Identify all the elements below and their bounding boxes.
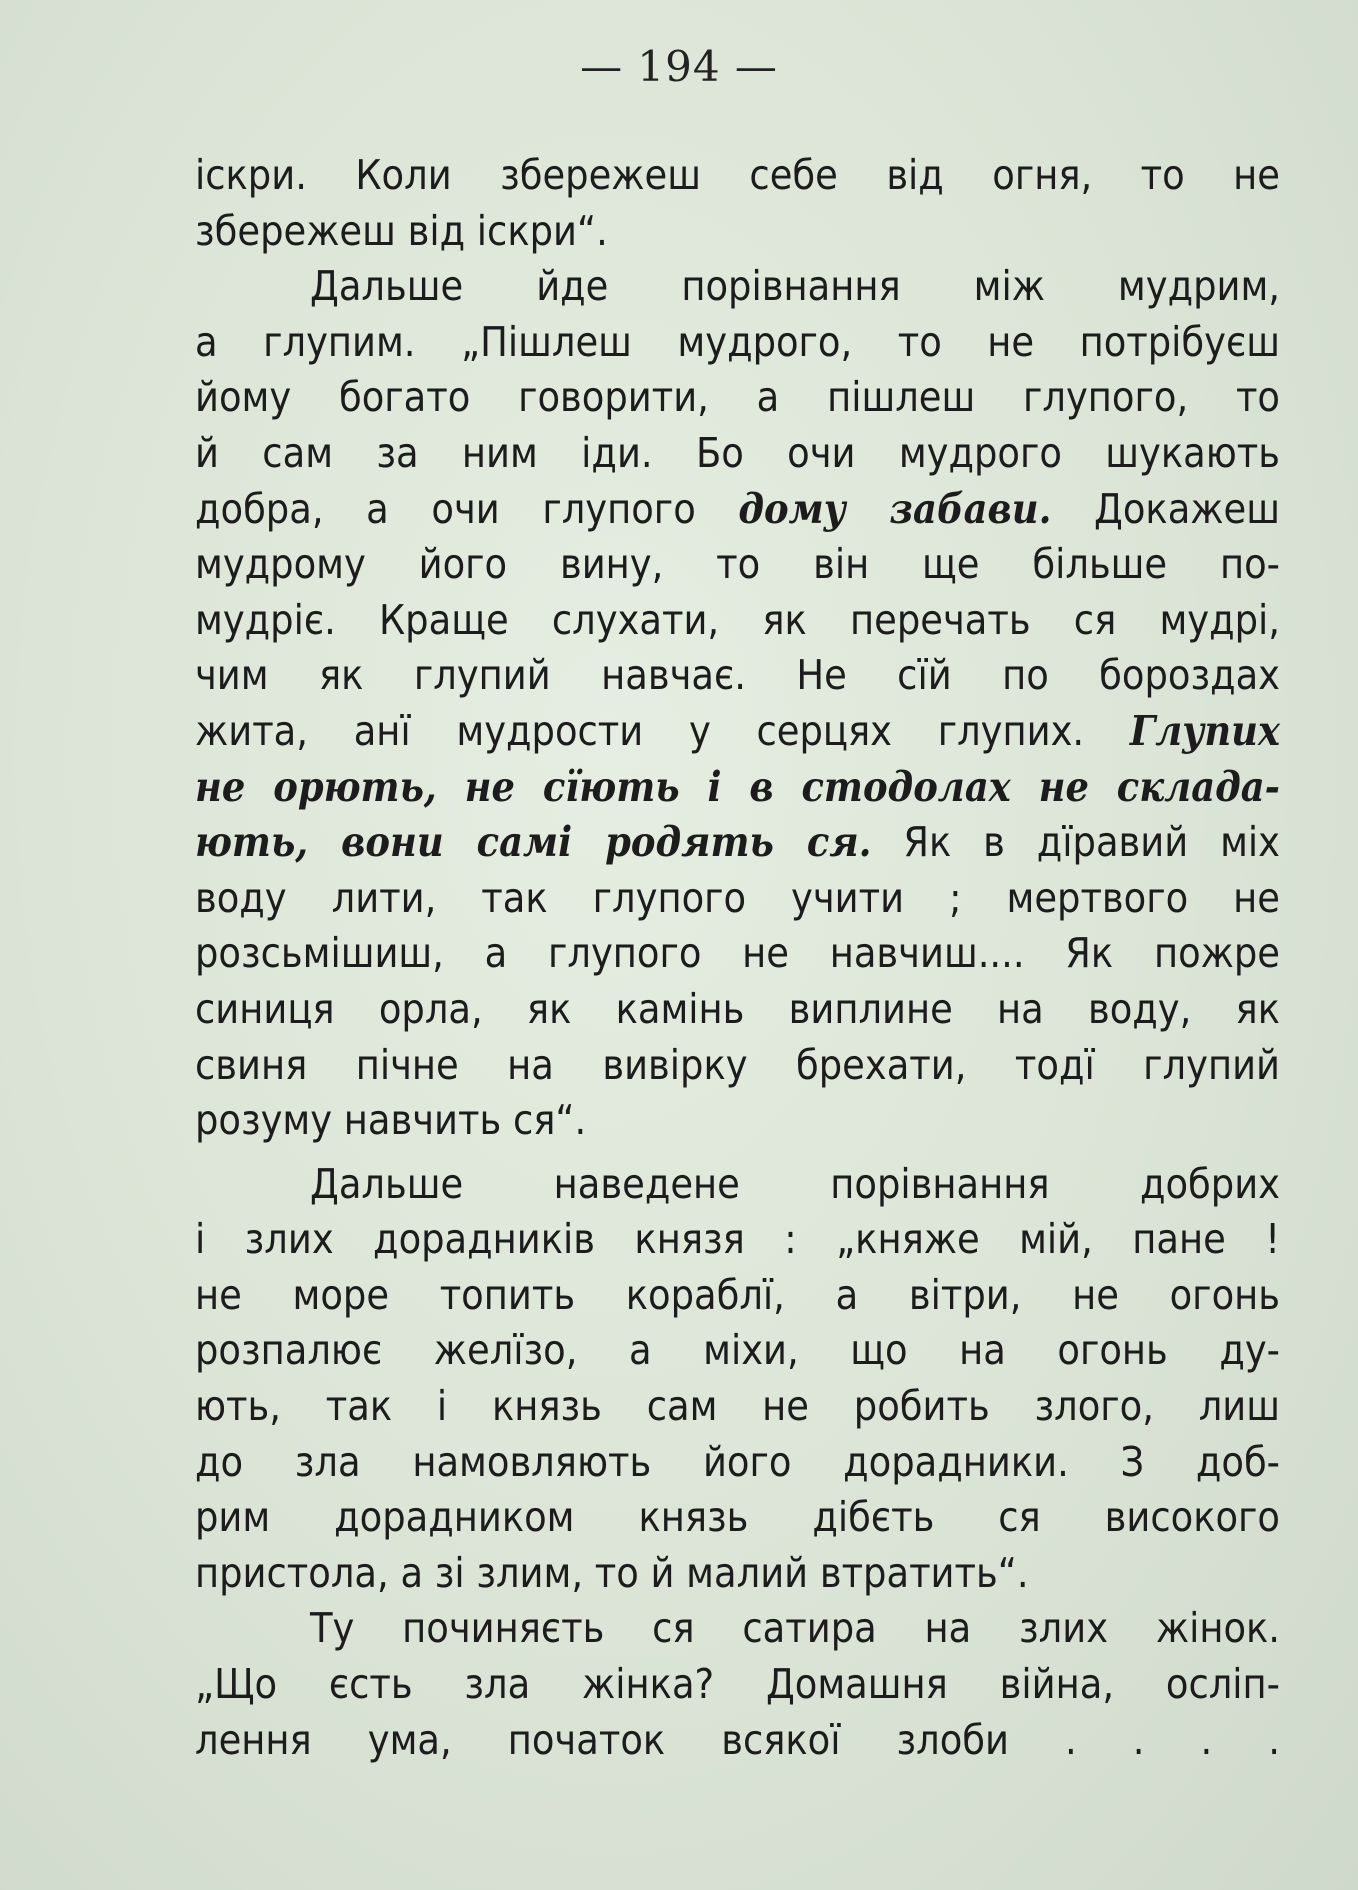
text-segment: Як в дїравий міх	[871, 818, 1280, 867]
text-line	[195, 926, 1280, 982]
page-number: — 194 —	[580, 42, 778, 91]
text-line	[195, 1435, 1280, 1491]
text-line	[195, 871, 1280, 927]
text-line	[195, 1323, 1280, 1379]
text-segment: пристола, а зі злим, то й малий втратить“.	[195, 1548, 1029, 1597]
text-line	[195, 204, 1280, 260]
text-segment: чим як глупий навчає. Не сїй по бороздах	[195, 651, 1280, 700]
text-line	[195, 1490, 1280, 1546]
italic-text-segment: Глупих	[1129, 706, 1280, 755]
text-segment: Ту починяєть ся сатира на злих жінок.	[310, 1604, 1280, 1653]
text-line	[195, 537, 1280, 593]
italic-text-segment: ють, вони самі родять ся.	[195, 818, 872, 867]
text-line	[195, 315, 1280, 371]
text-line	[195, 593, 1280, 649]
text-segment: Дальше йде порівнання між мудрим,	[310, 262, 1280, 311]
text-line	[195, 1038, 1280, 1094]
text-line	[195, 1093, 1280, 1149]
text-line	[195, 1212, 1280, 1268]
text-segment: Дальше наведене порівнання добрих	[310, 1159, 1280, 1208]
text-segment: „Що єсть зла жінка? Домашня війна, осліп-	[195, 1660, 1280, 1709]
text-segment: до зла намовляють його дорадники. З доб-	[195, 1437, 1280, 1486]
text-segment: лення ума, початок всякої злоби . . . .	[195, 1715, 1280, 1764]
text-segment: мудріє. Краще слухати, як перечать ся мудрі,	[195, 595, 1280, 644]
text-line	[195, 259, 1280, 315]
text-segment: воду лити, так глупого учити ; мертвого не	[195, 873, 1280, 922]
text-segment: йому богато говорити, а пішлеш глупого, то	[195, 373, 1280, 422]
text-line	[195, 760, 1280, 816]
text-segment: не море топить кораблї, а вітри, не огонь	[195, 1270, 1280, 1319]
text-segment: і злих дорадників князя : „княже мій, пане !	[195, 1215, 1280, 1264]
text-line	[195, 426, 1280, 482]
text-segment: розуму навчить ся“.	[195, 1096, 587, 1145]
text-segment: іскри. Коли збережеш себе від огня, то не	[195, 151, 1280, 199]
text-segment: й сам за ним іди. Бо очи мудрого шукають	[195, 428, 1280, 477]
text-segment: мудрому його вину, то він ще більше по-	[195, 540, 1280, 589]
italic-text-segment: дому забави.	[738, 484, 1052, 533]
text-segment: рим дорадником князь дібєть ся високого	[195, 1493, 1280, 1542]
text-line	[195, 370, 1280, 426]
italic-text-segment: не орють, не сїють і в стодолах не склада-	[195, 762, 1280, 811]
text-line	[195, 1713, 1280, 1769]
text-line	[195, 982, 1280, 1038]
text-line	[195, 1157, 1280, 1213]
body-text	[195, 148, 1280, 1768]
text-line	[195, 1379, 1280, 1435]
text-segment: а глупим. „Пішлеш мудрого, то не потрібуєш	[195, 317, 1280, 366]
text-line	[195, 1657, 1280, 1713]
text-line	[195, 815, 1280, 871]
text-line	[195, 482, 1280, 538]
text-segment: розпалює желїзо, а міхи, що на огонь ду-	[195, 1326, 1280, 1375]
text-segment: синиця орла, як камінь виплине на воду, як	[195, 984, 1280, 1033]
text-line	[195, 1601, 1280, 1657]
text-line	[195, 704, 1280, 760]
text-segment: добра, а очи глупого	[195, 484, 739, 533]
text-line	[195, 1546, 1280, 1602]
text-segment: свиня пічне на вивірку брехати, тодї глупий	[195, 1040, 1280, 1089]
text-line	[195, 148, 1280, 204]
text-segment: розсьмішиш, а глупого не навчиш.... Як пожре	[195, 929, 1280, 978]
text-segment: ють, так і князь сам не робить злого, лиш	[195, 1382, 1280, 1431]
text-line	[195, 648, 1280, 704]
text-segment: Докажеш	[1051, 484, 1280, 533]
text-segment: жита, анї мудрости у серцях глупих.	[195, 706, 1130, 755]
text-segment: збережеш від іскри“.	[195, 206, 608, 255]
text-line	[195, 1268, 1280, 1324]
